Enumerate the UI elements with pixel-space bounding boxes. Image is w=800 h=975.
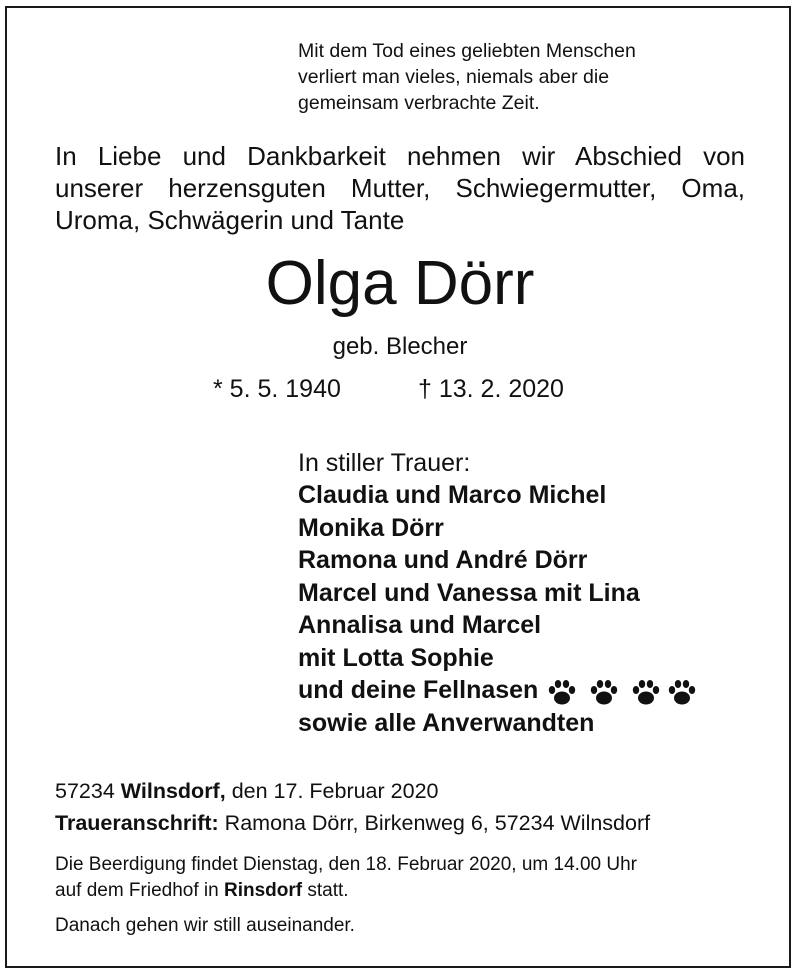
paw-icon xyxy=(588,679,620,707)
mourning-address xyxy=(55,808,650,838)
address-value: Ramona Dörr, Birkenweg 6, 57234 Wilnsdorf xyxy=(224,811,651,835)
postcode: 57234 xyxy=(55,779,115,803)
farewell-intro xyxy=(55,140,745,236)
intro-line: In Liebe und Dankbarkeit nehmen wir Abschied von xyxy=(55,141,745,171)
quote-line: Mit dem Tod eines geliebten Menschen xyxy=(298,40,636,62)
paw-icon xyxy=(630,679,662,707)
mourner-line: Claudia und Marco Michel xyxy=(298,481,607,509)
closing-note: Danach gehen wir still auseinander. xyxy=(55,915,355,936)
mourner-line: Annalisa und Marcel xyxy=(298,611,542,639)
mourner-line: und deine Fellnasen xyxy=(298,676,539,704)
paw-icon xyxy=(546,679,578,707)
burial-line xyxy=(55,878,637,904)
maiden-name: geb. Blecher xyxy=(332,333,468,360)
burial-suffix: statt. xyxy=(307,880,349,901)
town: Wilnsdorf, xyxy=(120,779,226,803)
memorial-quote xyxy=(298,38,636,116)
quote-line: gemeinsam verbrachte Zeit. xyxy=(298,92,540,114)
notice-date: den 17. Februar 2020 xyxy=(231,779,439,803)
mourner-line: sowie alle Anverwandten xyxy=(298,708,595,737)
paw-icon xyxy=(666,679,698,707)
intro-line: Uroma, Schwägerin und Tante xyxy=(55,205,405,235)
mourner-line-pets xyxy=(298,674,698,707)
quote-line: verliert man vieles, niemals aber die xyxy=(298,66,610,88)
mourner-line: Ramona und André Dörr xyxy=(298,546,588,574)
burial-prefix: auf dem Friedhof in xyxy=(55,880,219,901)
intro-line: unserer herzensguten Mutter, Schwiegermutter, Oma, xyxy=(55,173,745,203)
paw-prints xyxy=(546,675,698,708)
deceased-name: Olga Dörr xyxy=(265,249,535,318)
mourners-list xyxy=(298,479,698,739)
cemetery-place: Rinsdorf xyxy=(223,880,303,901)
address-label: Traueranschrift: xyxy=(55,811,219,835)
burial-notice xyxy=(55,852,637,904)
mourners-label: In stiller Trauer: xyxy=(298,449,471,477)
mourner-line: mit Lotta Sophie xyxy=(298,643,494,672)
place-date-line xyxy=(55,776,438,806)
birth-date: * 5. 5. 1940 xyxy=(213,375,341,403)
mourner-line: Monika Dörr xyxy=(298,513,444,542)
burial-line: Die Beerdigung findet Dienstag, den 18. Februar 2020, um 14.00 Uhr xyxy=(55,854,637,875)
mourner-line: Marcel und Vanessa mit Lina xyxy=(298,578,640,607)
death-date: † 13. 2. 2020 xyxy=(418,375,564,403)
